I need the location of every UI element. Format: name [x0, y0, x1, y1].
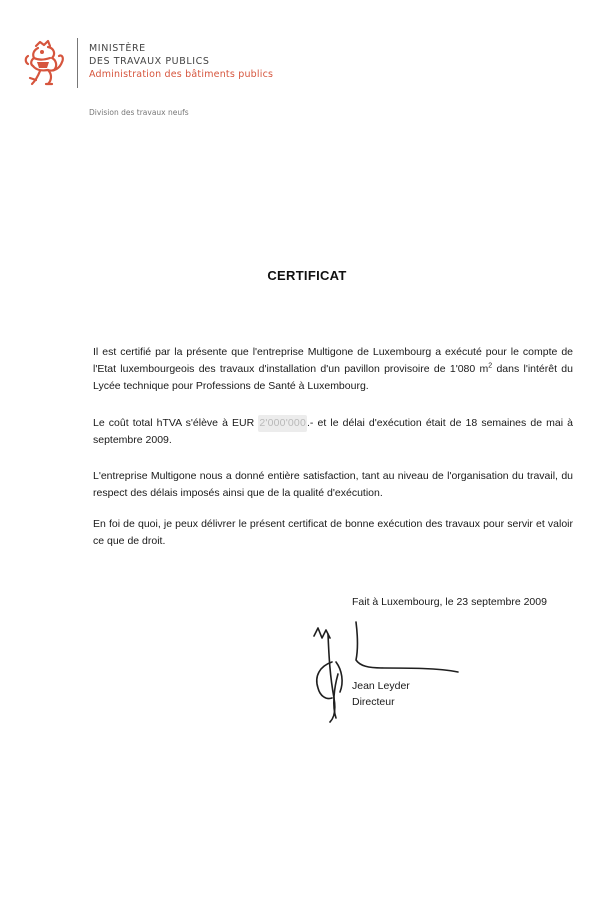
paragraph-2 — [93, 415, 573, 449]
ministry-line-1: MINISTÈRE — [89, 43, 146, 54]
signer-title: Directeur — [352, 696, 395, 708]
paragraph-1-tail: dans l'intérêt du Lycée technique pour Professions de Santé à Luxembourg. — [93, 363, 573, 392]
paragraph-3: L'entreprise Multigone nous a donné entière satisfaction, tant au niveau de l'organisation du travail, du respect des délais imposés ainsi que de la qualité d'exécution. — [93, 470, 573, 499]
paragraph-1-text: Il est certifié par la présente que l'entreprise Multigone de Luxembourg a exécuté pour le compte de l'Etat luxembourgeois des travaux d'installation d'un pavillon provisoire de 1'080 m — [93, 346, 573, 375]
redacted-amount: 2'000'000 — [258, 415, 307, 432]
signer-name: Jean Leyder — [352, 680, 410, 692]
area-unit-superscript: 2 — [488, 362, 493, 370]
document-title: CERTIFICAT — [267, 268, 347, 283]
administration-name: Administration des bâtiments publics — [89, 69, 274, 80]
paragraph-2-before: Le coût total hTVA s'élève à EUR — [93, 417, 259, 429]
paragraph-2-after: .- et le délai d'exécution était de 18 semaines de mai à septembre 2009. — [93, 417, 573, 446]
red-lion-crest-icon — [22, 38, 66, 88]
signer-block — [352, 678, 410, 710]
ministry-header — [89, 42, 273, 81]
division-name: Division des travaux neufs — [89, 108, 189, 117]
header-divider — [77, 38, 78, 88]
place-and-date: Fait à Luxembourg, le 23 septembre 2009 — [352, 596, 547, 608]
handwritten-signature-icon — [298, 618, 488, 728]
paragraph-1 — [93, 344, 573, 395]
paragraph-4: En foi de quoi, je peux délivrer le présent certificat de bonne exécution des travaux pour servir et valoir ce que de droit. — [93, 518, 573, 547]
ministry-line-2: DES TRAVAUX PUBLICS — [89, 56, 210, 67]
